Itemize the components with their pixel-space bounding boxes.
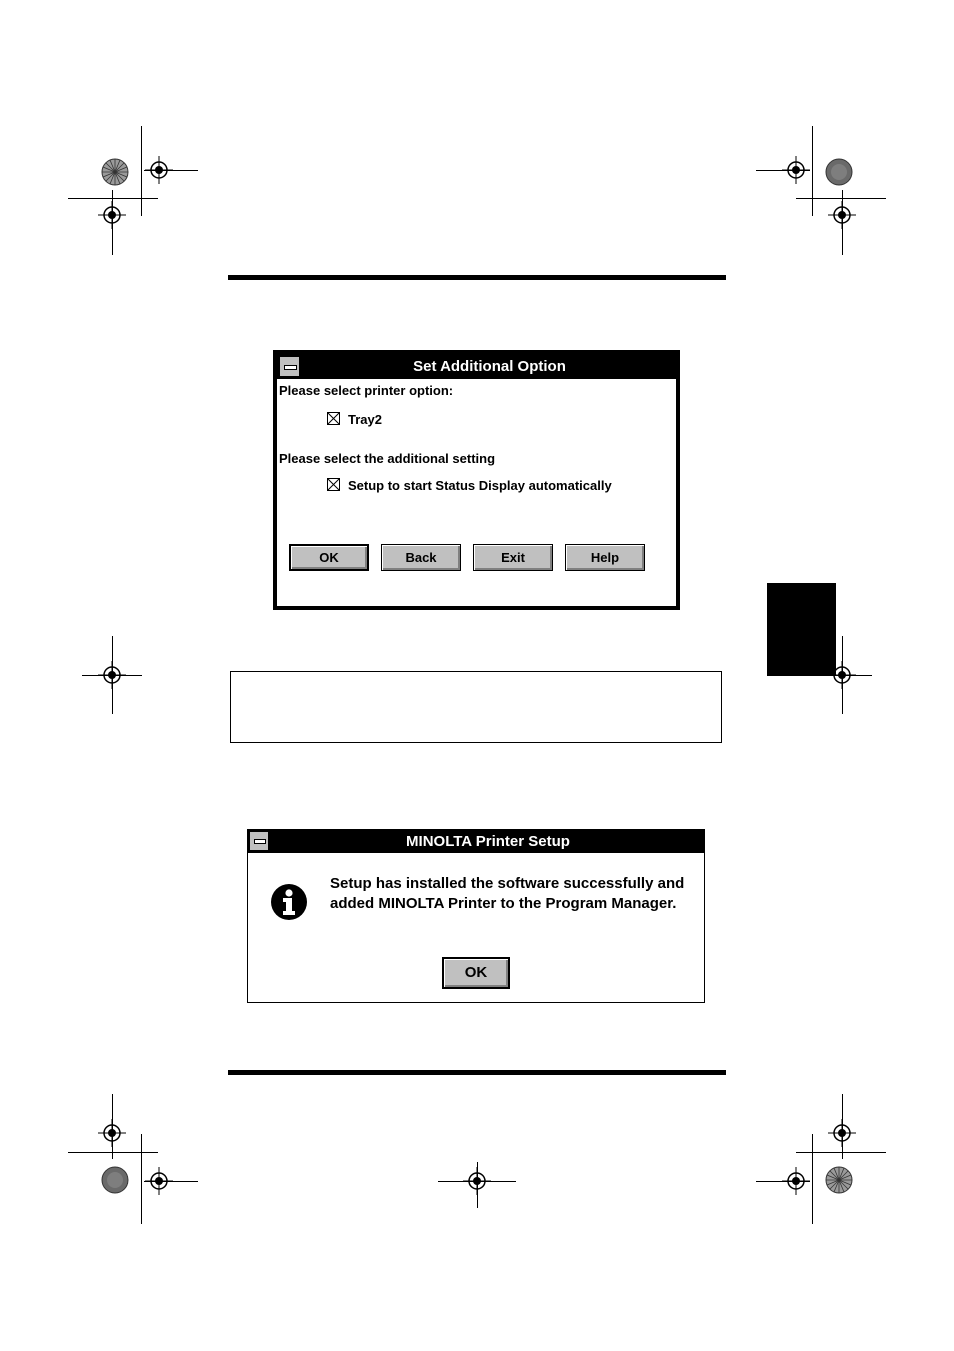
- color-rosette-icon: [825, 158, 853, 186]
- tray2-checkbox[interactable]: [327, 412, 340, 425]
- status-display-label[interactable]: Setup to start Status Display automatically: [348, 478, 612, 493]
- ok-button[interactable]: OK: [289, 544, 369, 571]
- registration-mark-icon: [828, 661, 856, 689]
- color-rosette-icon: [101, 1166, 129, 1194]
- ok-button[interactable]: OK: [442, 957, 510, 989]
- registration-mark-icon: [98, 661, 126, 689]
- bottom-rule: [228, 1070, 726, 1075]
- registration-mark-icon: [145, 1167, 173, 1195]
- dialog-titlebar: [248, 830, 704, 853]
- tray2-label[interactable]: Tray2: [348, 412, 382, 427]
- dialog-body: [277, 354, 676, 606]
- dialog-title: Set Additional Option: [413, 358, 566, 375]
- system-menu-icon[interactable]: [279, 356, 300, 377]
- setup-message: Setup has installed the software successfully and added MINOLTA Printer to the Program Manager.: [330, 875, 685, 912]
- checkmark-x-icon: [328, 479, 339, 490]
- additional-setting-label: Please select the additional setting: [279, 451, 496, 466]
- system-menu-icon[interactable]: [249, 831, 269, 851]
- note-box: [230, 671, 722, 743]
- registration-mark-icon: [828, 201, 856, 229]
- registration-mark-icon: [145, 156, 173, 184]
- help-button[interactable]: Help: [565, 544, 645, 571]
- color-rosette-icon: [825, 1166, 853, 1194]
- dialog-titlebar: [277, 354, 676, 379]
- registration-mark-icon: [98, 201, 126, 229]
- printer-option-label: Please select printer option:: [279, 383, 454, 398]
- registration-mark-icon: [463, 1167, 491, 1195]
- color-rosette-icon: [101, 158, 129, 186]
- set-additional-option-dialog: [273, 350, 680, 610]
- checkmark-x-icon: [328, 413, 339, 424]
- registration-mark-icon: [782, 1167, 810, 1195]
- dialog-title: MINOLTA Printer Setup: [406, 833, 570, 850]
- back-button[interactable]: Back: [381, 544, 461, 571]
- info-icon: [270, 883, 308, 921]
- status-display-checkbox[interactable]: [327, 478, 340, 491]
- registration-mark-icon: [782, 156, 810, 184]
- exit-button[interactable]: Exit: [473, 544, 553, 571]
- chapter-tab: [767, 583, 836, 676]
- registration-mark-icon: [828, 1119, 856, 1147]
- top-rule: [228, 275, 726, 280]
- registration-mark-icon: [98, 1119, 126, 1147]
- minolta-setup-dialog: [247, 829, 705, 1003]
